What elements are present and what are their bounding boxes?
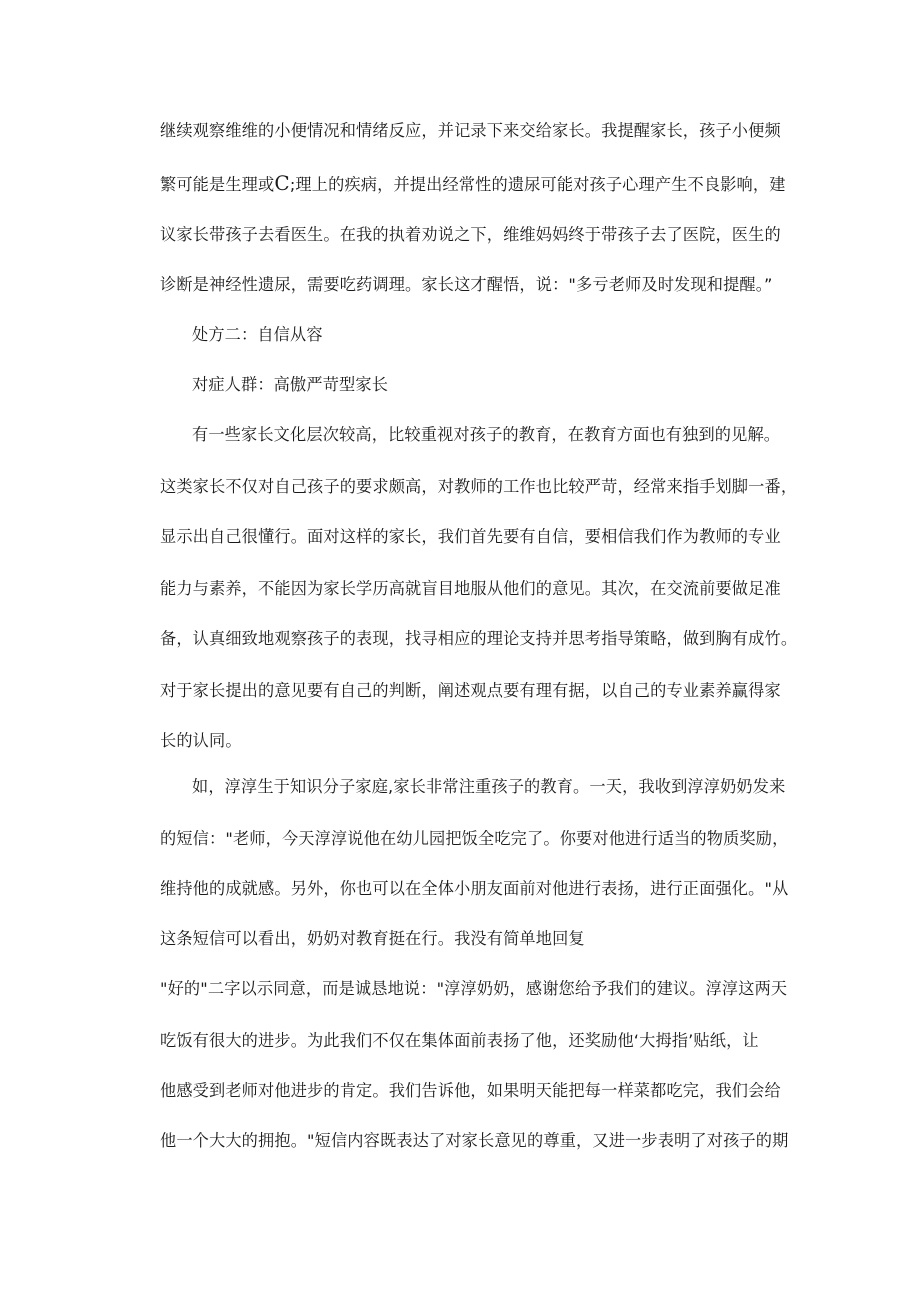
text-line-16: "好的"二字以示同意，而是诚恳地说："淳淳奶奶，感谢您给予我们的建议。淳淳这两天 <box>160 979 788 998</box>
subheading: 对症人群：高傲严苛型家长 <box>192 375 389 394</box>
text-line-8: 能力与素养，不能因为家长学历高就盲目地服从他们的意见。其次，在交流前要做足准 <box>160 579 781 598</box>
text-line-10: 对于家长提出的意见要有自己的判断，阐述观点要有理有据，以自己的专业素养赢得家 <box>160 681 781 700</box>
text-line-14: 维持他的成就感。另外，你也可以在全体小朋友面前对他进行表扬，进行正面强化。"从 <box>160 879 789 898</box>
text-line-7: 显示出自己很懂行。面对这样的家长，我们首先要有自信，要相信我们作为教师的专业 <box>160 527 781 546</box>
text-line-3: 议家长带孩子去看医生。在我的执着劝说之下，维维妈妈终于带孩子去了医院，医生的 <box>160 225 781 244</box>
text-segment: ;理上的疾病，并提出经常性的遗尿可能对孩子心理产生不良影响，建 <box>289 175 786 194</box>
text-line-11: 长的认同。 <box>160 731 242 750</box>
section-heading: 处方二：自信从容 <box>192 325 323 344</box>
text-line-15: 这条短信可以看出，奶奶对教育挺在行。我没有简单地回复 <box>160 929 585 948</box>
text-line-9: 备，认真细致地观察孩子的表现，找寻相应的理论支持并思考指导策略，做到胸有成竹。 <box>160 629 798 648</box>
text-glyph-c: C <box>274 171 290 195</box>
text-line-4: 诊断是神经性遗尿，需要吃药调理。家长这才醒悟，说："多亏老师及时发现和提醒。” <box>160 275 773 294</box>
text-line-2 <box>160 171 786 196</box>
text-line-1: 继续观察维维的小便情况和情绪反应，并记录下来交给家长。我提醒家长，孩子小便频 <box>160 121 781 140</box>
text-line-19: 他一个大大的拥抱。"短信内容既表达了对家长意见的尊重，又进一步表明了对孩子的期 <box>160 1131 789 1150</box>
text-line-18: 他感受到老师对他进步的肯定。我们告诉他，如果明天能把每一样菜都吃完，我们会给 <box>160 1081 781 1100</box>
text-segment: 繁可能是生理或 <box>160 175 275 194</box>
text-line-6: 这类家长不仅对自己孩子的要求颇高，对教师的工作也比较严苛，经常来指手划脚一番， <box>160 477 798 496</box>
text-line-13: 的短信："老师，今天淳淳说他在幼儿园把饭全吃完了。你要对他进行适当的物质奖励， <box>160 829 789 848</box>
text-line-5: 有一些家长文化层次较高，比较重视对孩子的教育，在教育方面也有独到的见解。 <box>192 425 781 444</box>
text-line-17: 吃饭有很大的进步。为此我们不仅在集体面前表扬了他，还奖励他‘大拇指’贴纸，让 <box>160 1031 759 1050</box>
text-line-12: 如，淳淳生于知识分子家庭,家长非常注重孩子的教育。一天，我收到淳淳奶奶发来 <box>192 777 786 796</box>
